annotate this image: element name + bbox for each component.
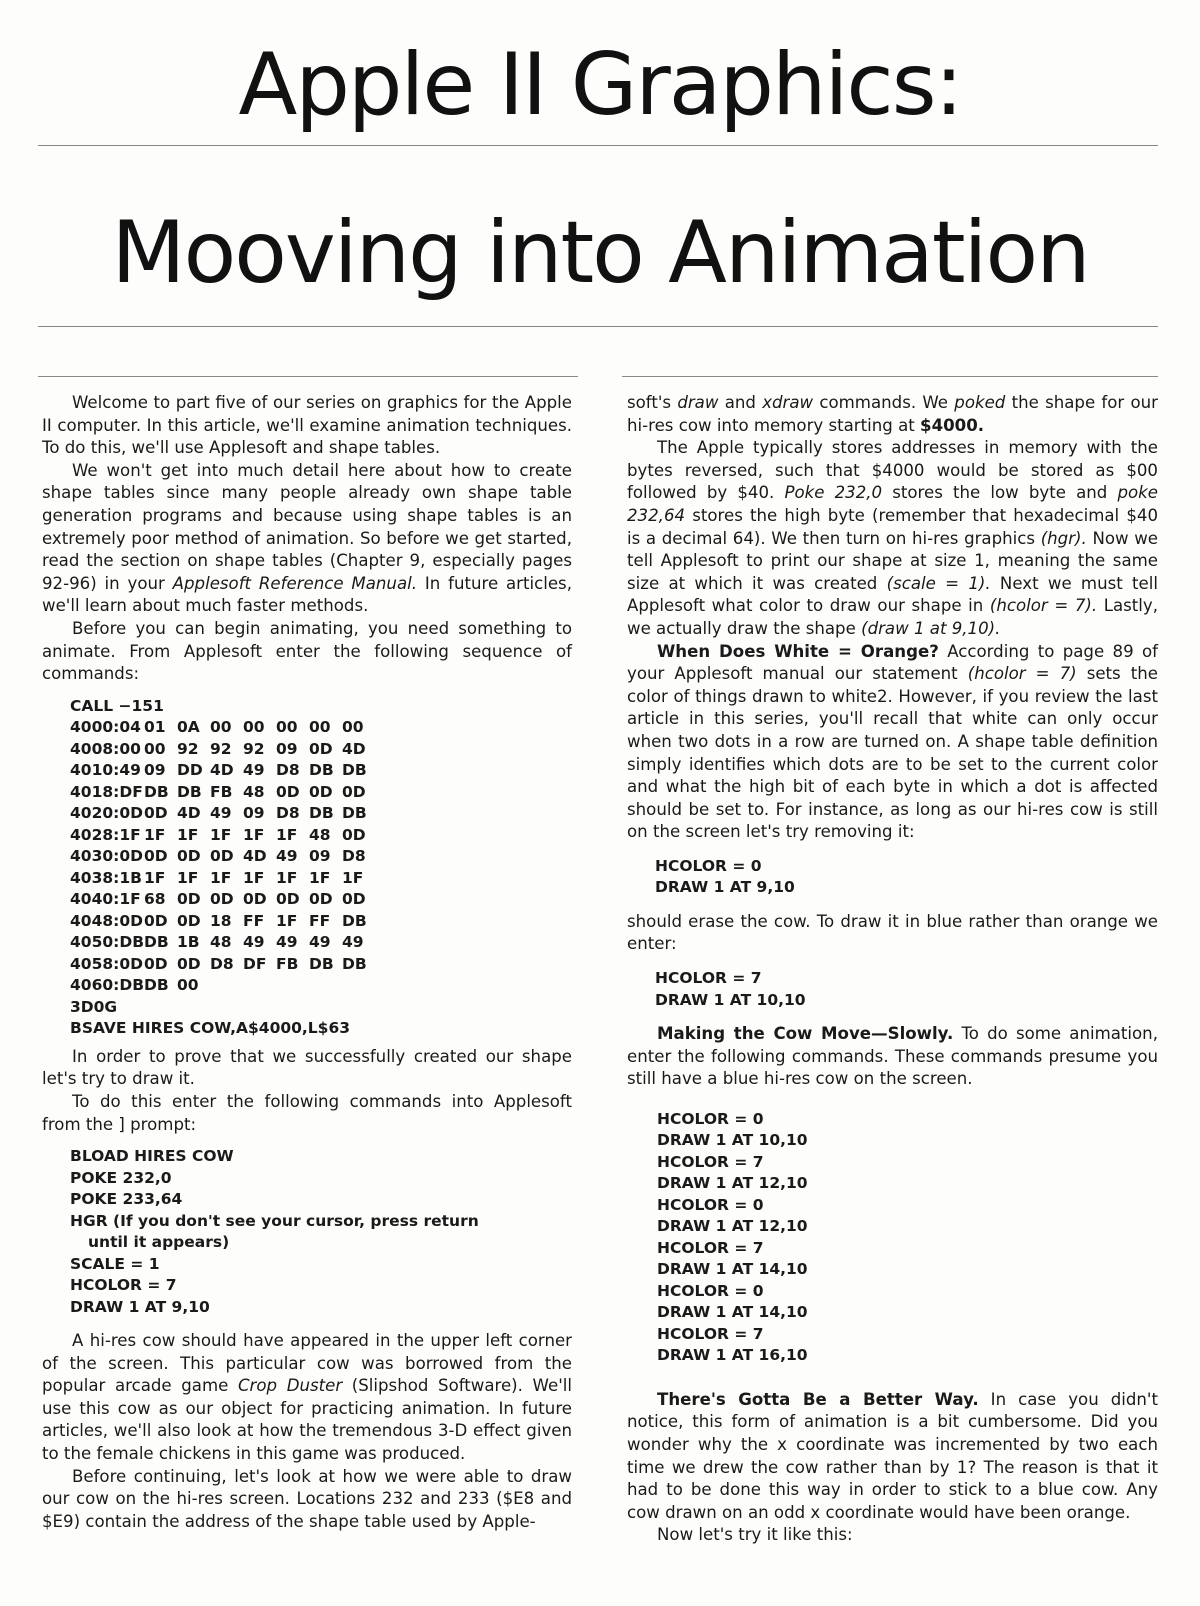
hex-byte: D8 — [276, 761, 300, 780]
hex-byte: 18 — [210, 911, 232, 930]
hex-byte: 09 — [243, 804, 265, 823]
hex-row — [70, 739, 572, 761]
hex-byte: 49 — [210, 804, 232, 823]
hex-byte: 48 — [210, 933, 232, 952]
hex-byte: 00 — [177, 976, 199, 995]
hex-byte: D8 — [210, 954, 234, 973]
hex-byte: 00 — [144, 739, 166, 758]
text-run: stores the low byte and — [882, 483, 1118, 503]
text-run: Lastly, we actually draw the shape — [627, 596, 1159, 638]
hex-byte: 0D — [276, 782, 300, 801]
hex-row — [70, 803, 572, 825]
hex-row — [70, 868, 572, 890]
cmd-draw: DRAW 1 AT 9,10 — [70, 1297, 210, 1316]
hex-byte: 0D — [276, 890, 300, 909]
hex-byte: 00 — [210, 718, 232, 737]
hex-address: 4008:00 — [70, 739, 141, 758]
hex-byte: 1F — [177, 868, 199, 887]
hex-byte: 4D — [342, 739, 366, 758]
hex-byte: 68 — [144, 890, 166, 909]
cmd-line: DRAW 1 AT 10,10 — [655, 990, 806, 1009]
cmd-poke-1: POKE 232,0 — [70, 1168, 172, 1187]
hex-byte: 0D — [210, 847, 234, 866]
paragraph-prove: In order to prove that we successfully created our shape let's try to draw it. — [42, 1046, 572, 1089]
hex-row — [70, 760, 572, 782]
hex-byte: 00 — [243, 718, 265, 737]
cmd-line: HCOLOR = 7 — [657, 1152, 764, 1171]
hex-byte: 1F — [144, 825, 166, 844]
hex-byte: 0D — [144, 847, 168, 866]
cmd-line: HCOLOR = 0 — [655, 856, 762, 875]
text-run: soft's — [627, 393, 678, 412]
cmd-line: HCOLOR = 7 — [655, 969, 762, 988]
hex-byte: DB — [342, 761, 367, 780]
hex-address: 4060:DB — [70, 976, 145, 995]
hex-byte: 48 — [309, 825, 331, 844]
text-run: According to page 89 of your Applesoft manual our statement — [627, 641, 1158, 684]
hex-byte: 1F — [309, 868, 331, 887]
hex-row — [70, 846, 572, 868]
hex-byte: 49 — [342, 933, 364, 952]
hex-byte: 0D — [342, 782, 366, 801]
hex-byte: DB — [342, 804, 367, 823]
cmd-line: HCOLOR = 7 — [657, 1238, 764, 1257]
hex-byte: DF — [243, 954, 267, 973]
erase-commands — [655, 856, 1158, 899]
paragraph-enter-commands: To do this enter the following commands into Applesoft from the ] prompt: — [42, 1091, 572, 1134]
hex-byte: 1B — [177, 933, 200, 952]
title-rule-top — [38, 145, 1158, 146]
call-command: CALL −151 — [70, 696, 164, 715]
hex-row — [70, 954, 572, 976]
hex-byte: 49 — [276, 933, 298, 952]
text-italic: poked — [954, 393, 1006, 412]
title-rule-bottom — [38, 326, 1158, 327]
text-bold: $4000. — [920, 415, 985, 435]
hex-byte: 00 — [342, 718, 364, 737]
hex-byte: 49 — [243, 933, 265, 952]
hex-byte: 09 — [144, 761, 166, 780]
hex-row — [70, 825, 572, 847]
text-run: stores the high byte (remember that hexadecimal $40 is a decimal 64). We then turn on hi-res graphics — [627, 505, 1158, 548]
paragraph-shape-tables — [42, 460, 572, 618]
hex-address: 4040:1F — [70, 890, 141, 909]
paragraph-bytes-reversed — [627, 437, 1158, 640]
animation-commands — [657, 1109, 1158, 1367]
hex-byte: 92 — [210, 739, 232, 758]
subhead-cow-move: Making the Cow Move—Slowly. — [657, 1024, 954, 1044]
text-italic: (draw 1 at 9,10). — [861, 618, 1001, 638]
hex-byte: 0D — [309, 782, 333, 801]
hex-byte: 0D — [177, 911, 201, 930]
paragraph-before-continuing: Before continuing, let's look at how we were able to draw our cow on the hi-res screen. Locations 232 and 233 ($E8 and $E9) contain the address of the shape table used by Apple- — [42, 1466, 572, 1531]
hex-address: 4058:0D — [70, 954, 143, 973]
hex-byte: 48 — [243, 782, 265, 801]
hex-address: 4050:DB — [70, 933, 145, 952]
text-run: In future articles, we'll learn about much faster methods. — [42, 573, 572, 616]
hex-byte: 4D — [177, 804, 201, 823]
text-run: commands. We — [813, 393, 955, 412]
text-italic: (hgr). — [1040, 528, 1087, 548]
hex-byte: 49 — [276, 847, 298, 866]
hex-byte: FF — [243, 911, 265, 930]
hex-byte: 1F — [276, 868, 298, 887]
paragraph-intro: Welcome to part five of our series on graphics for the Apple II computer. In this article, we'll examine animation techniques. To do this, we'll use Applesoft and shape tables. — [42, 393, 572, 458]
hex-byte: 0D — [177, 890, 201, 909]
text-run: We won't get into much detail here about how to create shape tables since many people already own shape table generation programs and because using shape tables is an extremely poor method of animation. So before we get started, read the section on shape tables (Chapter 9, especially pages 92-96) in your — [42, 460, 572, 593]
text-run: (Slipshod Software). We'll use this cow as our object for practicing animation. In future articles, we'll also look at how the tremendous 3-D effect given to the female chickens in this game was produced. — [42, 1376, 572, 1464]
column-rule-left — [38, 376, 578, 377]
hex-address: 4048:0D — [70, 911, 143, 930]
manual-title: Applesoft Reference Manual. — [172, 573, 417, 593]
hex-byte: 1F — [210, 825, 232, 844]
hex-byte: 1F — [144, 868, 166, 887]
hex-byte: DB — [309, 954, 334, 973]
hex-address: 4020:0D — [70, 804, 143, 823]
game-title: Crop Duster — [237, 1376, 343, 1396]
hex-byte: 0D — [177, 954, 201, 973]
hex-byte: 00 — [276, 718, 298, 737]
hex-byte: 4D — [243, 847, 267, 866]
blue-commands — [655, 968, 1158, 1011]
hex-byte: DB — [342, 911, 367, 930]
text-italic: (scale = 1). — [886, 573, 991, 593]
hex-byte: 0D — [210, 890, 234, 909]
load-commands — [70, 1146, 572, 1318]
hex-byte: DB — [342, 954, 367, 973]
paragraph-white-orange — [627, 641, 1158, 844]
hex-row — [70, 717, 572, 739]
hex-byte: 1F — [243, 825, 265, 844]
hex-row — [70, 932, 572, 954]
paragraph-begin: Before you can begin animating, you need something to animate. From Applesoft enter the following sequence of commands: — [42, 618, 572, 684]
hex-byte: 0D — [144, 954, 168, 973]
cmd-hgr: HGR (If you don't see your cursor, press return — [70, 1211, 479, 1230]
hex-byte: 49 — [243, 761, 265, 780]
hex-byte: 1F — [276, 825, 298, 844]
hex-byte: D8 — [342, 847, 366, 866]
paragraph-better-way — [627, 1389, 1158, 1525]
hex-byte: DB — [309, 804, 334, 823]
hex-byte: DD — [177, 761, 203, 780]
hex-byte: DB — [144, 782, 169, 801]
hex-row — [70, 911, 572, 933]
hex-byte: 1F — [276, 911, 298, 930]
right-column — [627, 392, 1158, 1547]
paragraph-cow-move — [627, 1023, 1158, 1091]
hex-byte: DB — [144, 933, 169, 952]
hex-byte: 0D — [177, 847, 201, 866]
paragraph-draw-xdraw — [627, 392, 1158, 437]
text-run: Next we must tell Applesoft what color to draw our shape in — [627, 573, 1158, 616]
hex-row — [70, 782, 572, 804]
hex-row — [70, 889, 572, 911]
hex-address: 4038:1B — [70, 868, 142, 887]
hex-byte: 92 — [243, 739, 265, 758]
cmd-poke-2: POKE 233,64 — [70, 1190, 183, 1209]
cmd-hgr-note: until it appears) — [88, 1233, 230, 1252]
hex-byte: 0D — [342, 825, 366, 844]
hex-byte: FB — [210, 782, 233, 801]
hex-address: 4000:04 — [70, 718, 141, 737]
hex-byte: 49 — [309, 933, 331, 952]
paragraph-erase: should erase the cow. To draw it in blue rather than orange we enter: — [627, 911, 1158, 954]
hex-byte: 1F — [342, 868, 364, 887]
hex-byte: 0A — [177, 718, 200, 737]
hex-address: 4028:1F — [70, 825, 141, 844]
hex-byte: 4D — [210, 761, 234, 780]
text-run: and — [718, 393, 763, 412]
hex-byte: DB — [144, 976, 169, 995]
hex-byte: DB — [177, 782, 202, 801]
subhead-better-way: There's Gotta Be a Better Way. — [657, 1389, 979, 1409]
cmd-line: DRAW 1 AT 14,10 — [657, 1260, 808, 1279]
hex-byte: 1F — [243, 868, 265, 887]
cmd-line: DRAW 1 AT 9,10 — [655, 878, 795, 897]
text-run: sets the color of things drawn to white2. However, if you review the last article in this series, you'll recall that white can only occur when two dots in a row are turned on. A shape table definition simply identifies which dots are to be set to the current color and what the high bit of each byte in which a dot is affected should be set to. For instance, as long as our hi-res cow is still on the screen let's try removing it: — [627, 664, 1158, 842]
text-italic: (hcolor = 7) — [967, 664, 1077, 684]
text-italic: (hcolor = 7). — [989, 596, 1098, 616]
cmd-3d0g: 3D0G — [70, 997, 118, 1016]
text-italic: poke 232,64 — [627, 483, 1158, 525]
text-run: the shape for our hi-res cow into memory starting at — [627, 393, 1158, 435]
hex-address: 4010:49 — [70, 761, 141, 780]
hex-byte: 09 — [309, 847, 331, 866]
text-run: In case you didn't notice, this form of animation is a bit cumbersome. Did you wonder why the x coordinate was incremented by two each time we drew the cow rather than by 1? The reason is that it had to be done this way in order to stick to a blue cow. Any cow drawn on an odd x coordinate would have been orange. — [627, 1389, 1158, 1522]
cmd-line: HCOLOR = 7 — [657, 1324, 764, 1343]
text-run: To do some animation, enter the following commands. These commands presume you still have a blue hi-res cow on the screen. — [627, 1024, 1158, 1089]
text-run: Now we tell Applesoft to print our shape at size 1, meaning the same size at which it was created — [627, 528, 1159, 593]
cmd-bload: BLOAD HIRES COW — [70, 1147, 234, 1166]
text-run: A hi-res cow should have appeared in the upper left corner of the screen. This particular cow was borrowed from the popular arcade game — [42, 1331, 572, 1396]
cmd-line: HCOLOR = 0 — [657, 1281, 764, 1300]
hex-byte: 92 — [177, 739, 199, 758]
hex-row — [70, 975, 572, 997]
hex-byte: 0D — [309, 739, 333, 758]
cmd-line: DRAW 1 AT 12,10 — [657, 1174, 808, 1193]
title-line-1: Apple II Graphics: — [238, 35, 962, 135]
cmd-scale: SCALE = 1 — [70, 1254, 160, 1273]
cmd-line: HCOLOR = 0 — [657, 1109, 764, 1128]
hex-address: 4030:0D — [70, 847, 143, 866]
hex-byte: 1F — [210, 868, 232, 887]
hex-address: 4018:DF — [70, 782, 143, 801]
text-italic: draw — [677, 393, 719, 412]
cmd-line: DRAW 1 AT 16,10 — [657, 1346, 808, 1365]
text-italic: xdraw — [762, 393, 814, 412]
cmd-line: HCOLOR = 0 — [657, 1195, 764, 1214]
hex-byte: D8 — [276, 804, 300, 823]
hex-byte: 01 — [144, 718, 166, 737]
left-column — [42, 392, 572, 1533]
paragraph-cow-appeared — [42, 1330, 572, 1466]
cmd-line: DRAW 1 AT 12,10 — [657, 1217, 808, 1236]
text-italic: Poke 232,0 — [784, 483, 883, 503]
hex-dump-listing — [70, 696, 572, 1040]
hex-byte: 00 — [309, 718, 331, 737]
hex-byte: 0D — [342, 890, 366, 909]
cmd-line: DRAW 1 AT 10,10 — [657, 1131, 808, 1150]
hex-byte: FF — [309, 911, 331, 930]
hex-byte: FB — [276, 954, 299, 973]
hex-byte: 0D — [144, 911, 168, 930]
hex-byte: 09 — [276, 739, 298, 758]
subhead-white-orange: When Does White = Orange? — [657, 641, 939, 661]
hex-byte: 0D — [243, 890, 267, 909]
column-rule-right — [622, 376, 1158, 377]
hex-byte: 0D — [144, 804, 168, 823]
paragraph-try-this: Now let's try it like this: — [657, 1525, 853, 1545]
cmd-bsave: BSAVE HIRES COW,A$4000,L$63 — [70, 1019, 351, 1038]
text-run: The Apple typically stores addresses in memory with the bytes reversed, such that $4000 would be stored as $00 followed by $40. — [627, 438, 1158, 503]
hex-byte: 0D — [309, 890, 333, 909]
cmd-hcolor: HCOLOR = 7 — [70, 1276, 177, 1295]
cmd-line: DRAW 1 AT 14,10 — [657, 1303, 808, 1322]
title-line-2: Mooving into Animation — [111, 203, 1089, 303]
hex-byte: 1F — [177, 825, 199, 844]
hex-byte: DB — [309, 761, 334, 780]
